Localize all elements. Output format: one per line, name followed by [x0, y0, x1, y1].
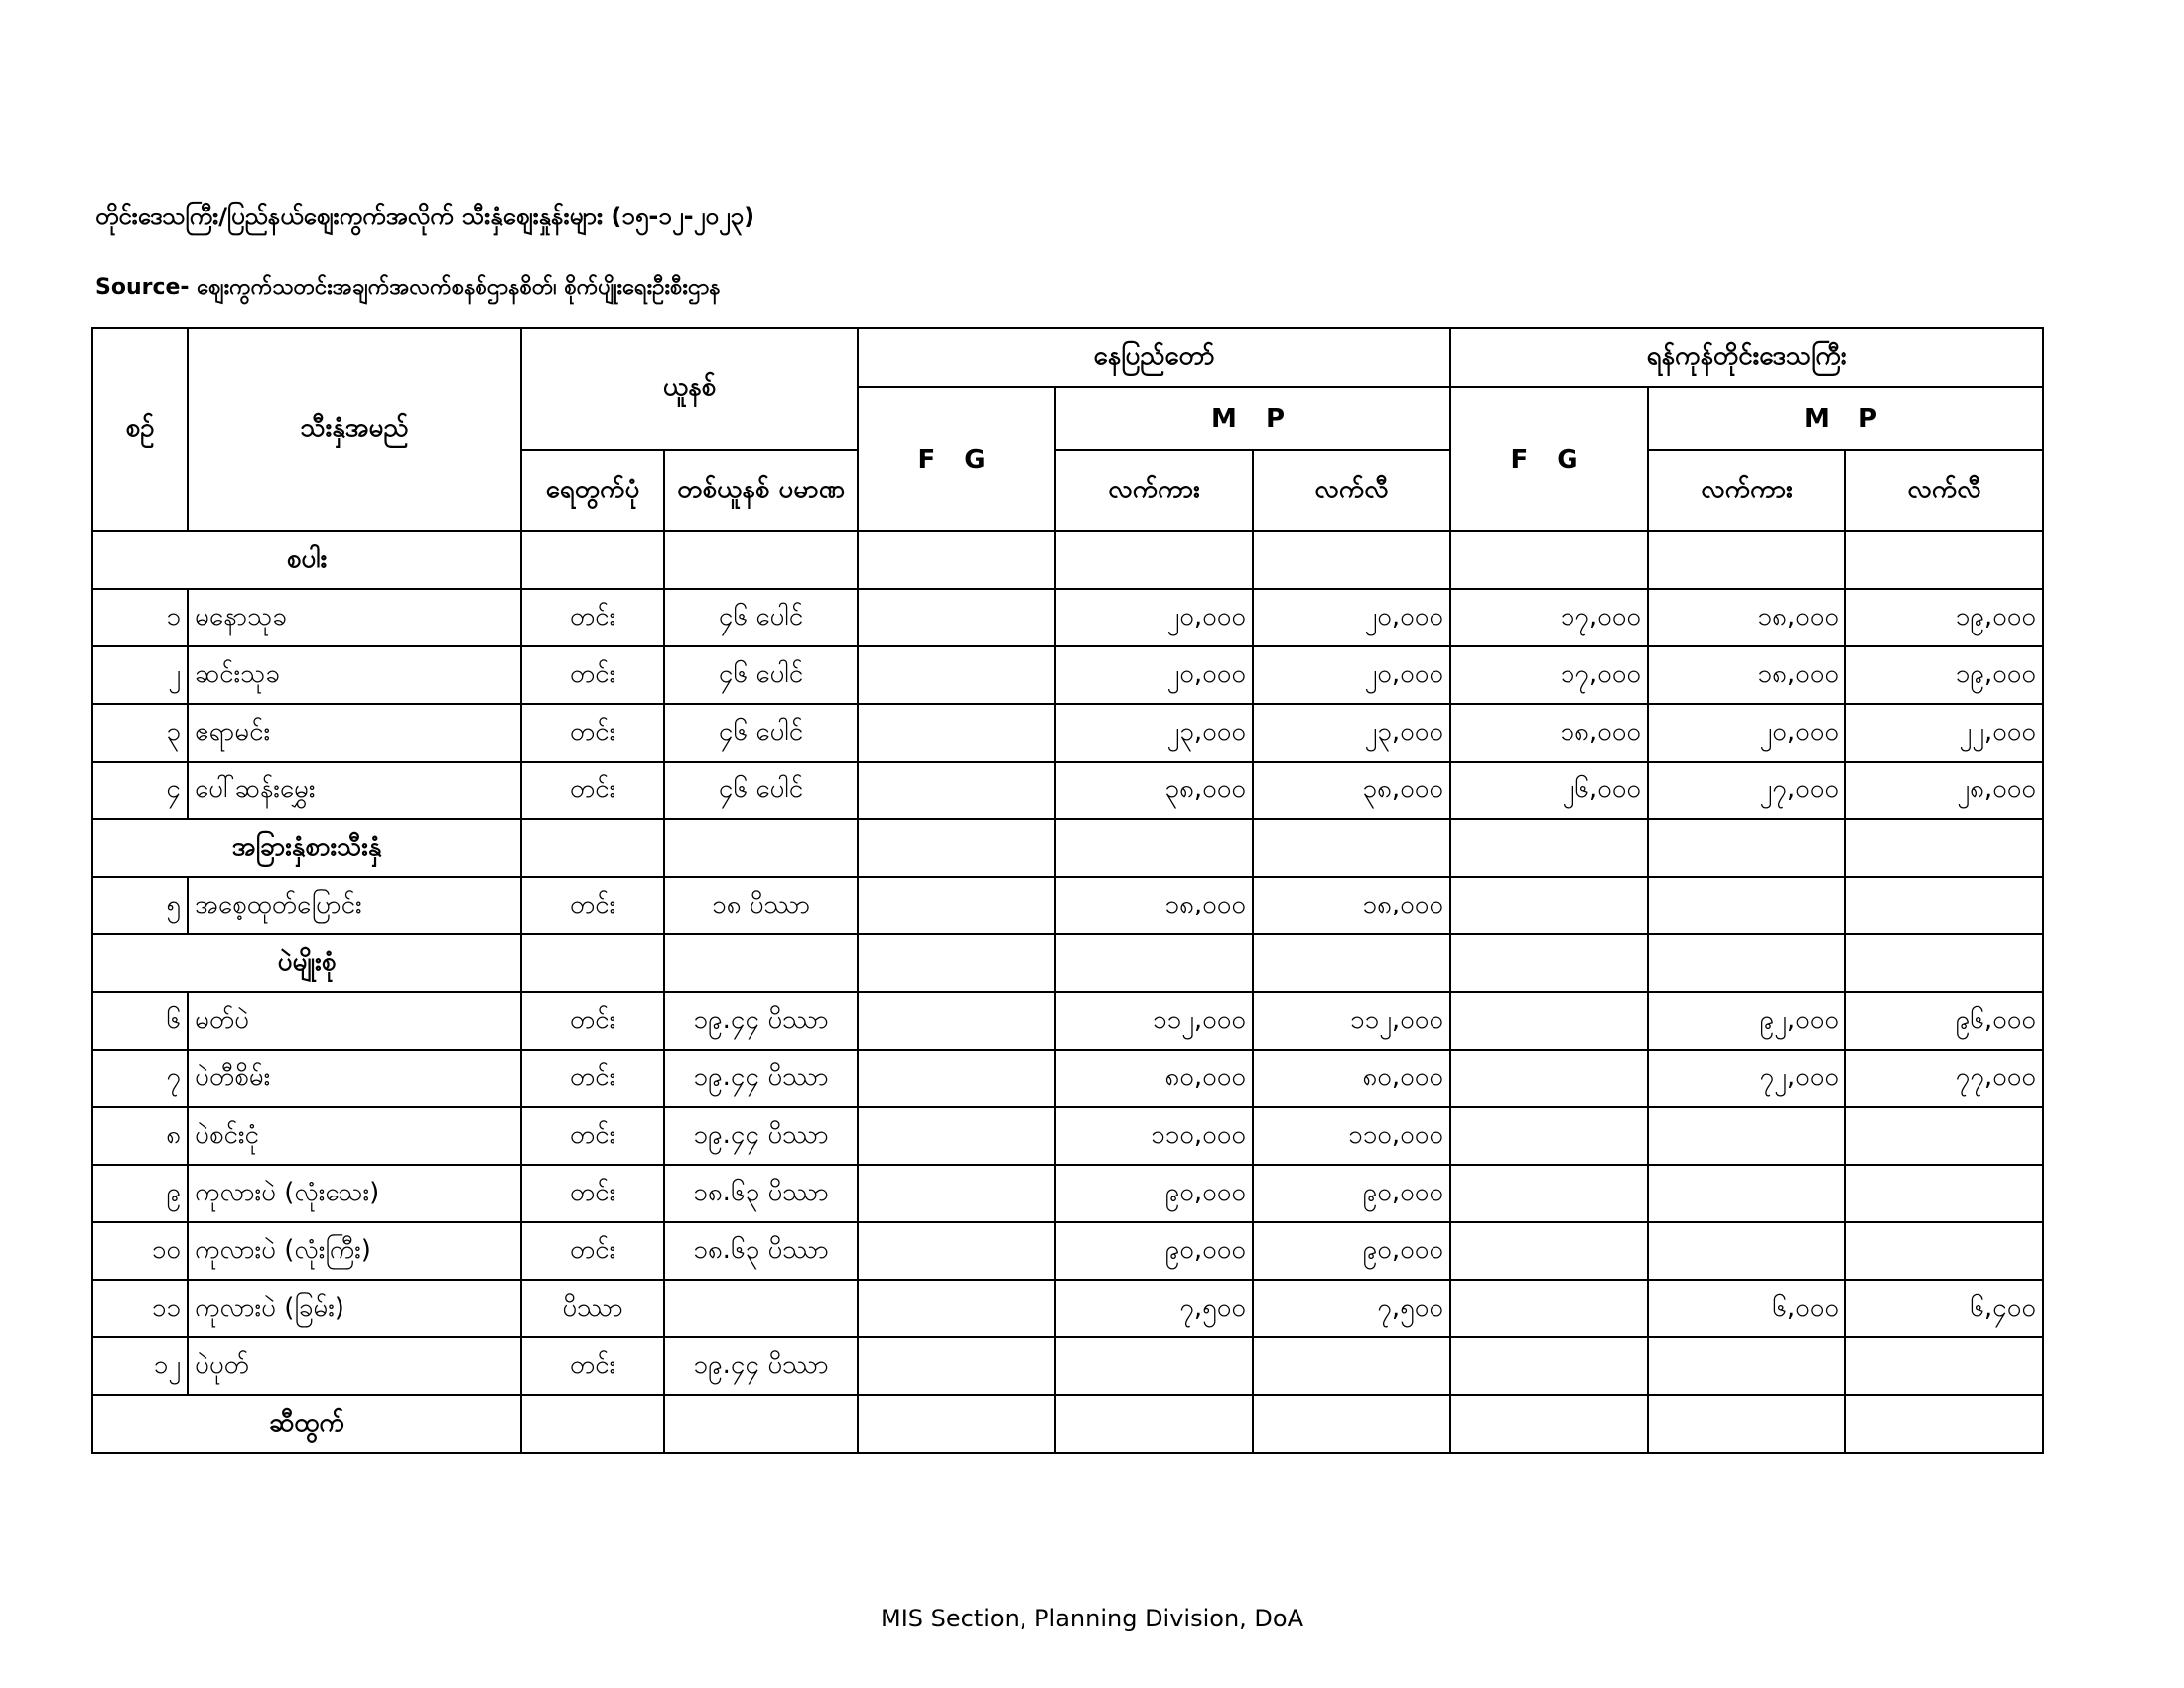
row-npt-retail: ၂၃,၀၀၀	[1253, 704, 1450, 762]
row-npt-retail: ၂၀,၀၀၀	[1253, 589, 1450, 646]
row-npt-wholesale: ၁၁၂,၀၀၀	[1055, 992, 1253, 1050]
row-name: ဆင်းသုခ	[188, 646, 521, 704]
row-ygn-wholesale: ၁၈,၀၀၀	[1648, 646, 1845, 704]
section-row	[92, 1395, 2043, 1453]
table-row	[92, 1222, 2043, 1280]
table-row	[92, 646, 2043, 704]
row-ygn-fg: ၁၈,၀၀၀	[1450, 704, 1648, 762]
row-npt-retail	[1253, 1337, 1450, 1395]
row-ygn-fg	[1450, 1280, 1648, 1337]
header-npt-fg: F G	[858, 387, 1055, 531]
row-unit: တင်း	[521, 877, 664, 934]
row-name: မတ်ပဲ	[188, 992, 521, 1050]
table-row	[92, 1107, 2043, 1165]
row-npt-retail: ၃၈,၀၀၀	[1253, 762, 1450, 819]
row-npt-wholesale: ၁၁၀,၀၀၀	[1055, 1107, 1253, 1165]
row-npt-wholesale: ၉၀,၀၀၀	[1055, 1222, 1253, 1280]
row-npt-retail: ၇,၅၀၀	[1253, 1280, 1450, 1337]
header-region-naypyitaw: နေပြည်တော်	[858, 328, 1450, 387]
row-ygn-wholesale: ၉၂,၀၀၀	[1648, 992, 1845, 1050]
row-ygn-fg: ၁၇,၀၀၀	[1450, 589, 1648, 646]
row-ygn-fg	[1450, 1222, 1648, 1280]
row-npt-fg	[858, 1107, 1055, 1165]
row-unit: တင်း	[521, 704, 664, 762]
row-ygn-retail: ၂၈,၀၀၀	[1845, 762, 2043, 819]
row-npt-retail: ၁၈,၀၀၀	[1253, 877, 1450, 934]
row-ygn-retail	[1845, 877, 2043, 934]
header-region-yangon: ရန်ကုန်တိုင်းဒေသကြီး	[1450, 328, 2043, 387]
row-npt-wholesale: ၁၈,၀၀၀	[1055, 877, 1253, 934]
row-name: ဧရာမင်း	[188, 704, 521, 762]
header-unit: ယူနစ်	[521, 328, 858, 450]
table-row	[92, 877, 2043, 934]
row-npt-wholesale	[1055, 1337, 1253, 1395]
section-title: စပါး	[92, 531, 521, 589]
row-ygn-retail	[1845, 1222, 2043, 1280]
row-measure: ၁၈.၆၃ ပိဿာ	[664, 1165, 858, 1222]
row-no: ၉	[92, 1165, 188, 1222]
footer-text: MIS Section, Planning Division, DoA	[880, 1605, 1303, 1632]
table-row	[92, 1050, 2043, 1107]
row-unit: တင်း	[521, 1222, 664, 1280]
row-measure: ၄၆ ပေါင်	[664, 646, 858, 704]
row-ygn-wholesale: ၂၇,၀၀၀	[1648, 762, 1845, 819]
row-ygn-wholesale	[1648, 1107, 1845, 1165]
row-npt-fg	[858, 1222, 1055, 1280]
row-unit: တင်း	[521, 1337, 664, 1395]
table-row	[92, 1337, 2043, 1395]
table-row	[92, 992, 2043, 1050]
price-table	[91, 327, 2044, 1454]
row-name: ပေါ်ဆန်းမွှေး	[188, 762, 521, 819]
row-ygn-wholesale	[1648, 1165, 1845, 1222]
row-ygn-retail	[1845, 1107, 2043, 1165]
row-no: ၂	[92, 646, 188, 704]
section-row	[92, 934, 2043, 992]
header-unit-measure: တစ်ယူနစ် ပမာဏ	[664, 450, 858, 531]
row-npt-retail: ၈၀,၀၀၀	[1253, 1050, 1450, 1107]
row-ygn-retail	[1845, 1337, 2043, 1395]
header-no: စဉ်	[92, 328, 188, 531]
header-ygn-mp: M P	[1648, 387, 2043, 450]
table-row	[92, 589, 2043, 646]
row-unit: တင်း	[521, 1050, 664, 1107]
row-no: ၆	[92, 992, 188, 1050]
section-title: ပဲမျိုးစုံ	[92, 934, 521, 992]
row-npt-fg	[858, 762, 1055, 819]
row-npt-fg	[858, 704, 1055, 762]
row-no: ၇	[92, 1050, 188, 1107]
header-unit-local: ရေတွက်ပုံ	[521, 450, 664, 531]
row-npt-retail: ၁၁၂,၀၀၀	[1253, 992, 1450, 1050]
row-npt-retail: ၉၀,၀၀၀	[1253, 1165, 1450, 1222]
row-no: ၁၁	[92, 1280, 188, 1337]
row-measure: ၄၆ ပေါင်	[664, 704, 858, 762]
row-name: ကုလားပဲ (ခြမ်း)	[188, 1280, 521, 1337]
section-row	[92, 531, 2043, 589]
row-name: ကုလားပဲ (လုံးကြီး)	[188, 1222, 521, 1280]
row-unit: တင်း	[521, 1107, 664, 1165]
table-row	[92, 762, 2043, 819]
section-title: အခြားနှံစားသီးနှံ	[92, 819, 521, 877]
row-measure: ၁၉.၄၄ ပိဿာ	[664, 992, 858, 1050]
row-npt-fg	[858, 1050, 1055, 1107]
row-npt-wholesale: ၇,၅၀၀	[1055, 1280, 1253, 1337]
row-no: ၁၀	[92, 1222, 188, 1280]
row-name: အစေ့ထုတ်ပြောင်း	[188, 877, 521, 934]
row-npt-wholesale: ၃၈,၀၀၀	[1055, 762, 1253, 819]
document-title: တိုင်းဒေသကြီး/ပြည်နယ်ဈေးကွက်အလိုက် သီးနှံဈေးနှုန်းများ (၁၅-၁၂-၂၀၂၃)	[95, 203, 755, 230]
row-no: ၅	[92, 877, 188, 934]
row-npt-wholesale: ၂၃,၀၀၀	[1055, 704, 1253, 762]
row-measure: ၄၆ ပေါင်	[664, 762, 858, 819]
row-ygn-fg	[1450, 877, 1648, 934]
row-no: ၁	[92, 589, 188, 646]
row-measure: ၁၉.၄၄ ပိဿာ	[664, 1050, 858, 1107]
row-npt-retail: ၂၀,၀၀၀	[1253, 646, 1450, 704]
header-ygn-wholesale: လက်ကား	[1648, 450, 1845, 531]
row-npt-fg	[858, 992, 1055, 1050]
row-measure	[664, 1280, 858, 1337]
row-npt-fg	[858, 646, 1055, 704]
row-ygn-wholesale	[1648, 1337, 1845, 1395]
row-unit: တင်း	[521, 992, 664, 1050]
row-ygn-wholesale	[1648, 877, 1845, 934]
row-unit: တင်း	[521, 589, 664, 646]
table-row	[92, 1165, 2043, 1222]
row-npt-wholesale: ၉၀,၀၀၀	[1055, 1165, 1253, 1222]
row-unit: ပိဿာ	[521, 1280, 664, 1337]
row-unit: တင်း	[521, 646, 664, 704]
row-unit: တင်း	[521, 1165, 664, 1222]
header-npt-wholesale: လက်ကား	[1055, 450, 1253, 531]
row-no: ၄	[92, 762, 188, 819]
row-ygn-wholesale: ၁၈,၀၀၀	[1648, 589, 1845, 646]
row-measure: ၁၈ ပိဿာ	[664, 877, 858, 934]
row-npt-fg	[858, 589, 1055, 646]
row-ygn-retail: ၉၆,၀၀၀	[1845, 992, 2043, 1050]
row-measure: ၁၈.၆၃ ပိဿာ	[664, 1222, 858, 1280]
header-npt-retail: လက်လီ	[1253, 450, 1450, 531]
row-npt-retail: ၉၀,၀၀၀	[1253, 1222, 1450, 1280]
row-ygn-wholesale: ၂၀,၀၀၀	[1648, 704, 1845, 762]
row-ygn-retail	[1845, 1165, 2043, 1222]
row-npt-fg	[858, 1165, 1055, 1222]
row-ygn-fg	[1450, 1337, 1648, 1395]
row-no: ၁၂	[92, 1337, 188, 1395]
source-line: Source- ဈေးကွက်သတင်းအချက်အလက်စနစ်ဌာနစိတ်၊ စိုက်ပျိုးရေးဦးစီးဌာန	[95, 275, 721, 300]
row-npt-retail: ၁၁၀,၀၀၀	[1253, 1107, 1450, 1165]
row-npt-fg	[858, 877, 1055, 934]
row-unit: တင်း	[521, 762, 664, 819]
row-ygn-fg	[1450, 1107, 1648, 1165]
row-ygn-wholesale: ၆,၀၀၀	[1648, 1280, 1845, 1337]
header-ygn-fg: F G	[1450, 387, 1648, 531]
table-row	[92, 1280, 2043, 1337]
row-ygn-retail: ၁၉,၀၀၀	[1845, 646, 2043, 704]
row-name: ပဲတီစိမ်း	[188, 1050, 521, 1107]
row-ygn-retail: ၆,၄၀၀	[1845, 1280, 2043, 1337]
row-no: ၈	[92, 1107, 188, 1165]
section-row	[92, 819, 2043, 877]
row-ygn-fg	[1450, 1165, 1648, 1222]
row-name: မနောသုခ	[188, 589, 521, 646]
header-npt-mp: M P	[1055, 387, 1450, 450]
row-name: ပဲပုတ်	[188, 1337, 521, 1395]
row-measure: ၁၉.၄၄ ပိဿာ	[664, 1107, 858, 1165]
row-name: ကုလားပဲ (လုံးသေး)	[188, 1165, 521, 1222]
row-ygn-fg: ၁၇,၀၀၀	[1450, 646, 1648, 704]
header-ygn-retail: လက်လီ	[1845, 450, 2043, 531]
row-measure: ၄၆ ပေါင်	[664, 589, 858, 646]
row-ygn-wholesale	[1648, 1222, 1845, 1280]
row-ygn-wholesale: ၇၂,၀၀၀	[1648, 1050, 1845, 1107]
row-measure: ၁၉.၄၄ ပိဿာ	[664, 1337, 858, 1395]
table-row	[92, 704, 2043, 762]
row-npt-wholesale: ၂၀,၀၀၀	[1055, 589, 1253, 646]
row-no: ၃	[92, 704, 188, 762]
header-name: သီးနှံအမည်	[188, 328, 521, 531]
row-ygn-fg	[1450, 1050, 1648, 1107]
row-ygn-retail: ၇၇,၀၀၀	[1845, 1050, 2043, 1107]
row-name: ပဲစင်းငုံ	[188, 1107, 521, 1165]
row-ygn-fg	[1450, 992, 1648, 1050]
row-npt-wholesale: ၈၀,၀၀၀	[1055, 1050, 1253, 1107]
section-title: ဆီထွက်	[92, 1395, 521, 1453]
row-ygn-retail: ၁၉,၀၀၀	[1845, 589, 2043, 646]
row-npt-wholesale: ၂၀,၀၀၀	[1055, 646, 1253, 704]
row-ygn-fg: ၂၆,၀၀၀	[1450, 762, 1648, 819]
row-npt-fg	[858, 1337, 1055, 1395]
row-ygn-retail: ၂၂,၀၀၀	[1845, 704, 2043, 762]
row-npt-fg	[858, 1280, 1055, 1337]
